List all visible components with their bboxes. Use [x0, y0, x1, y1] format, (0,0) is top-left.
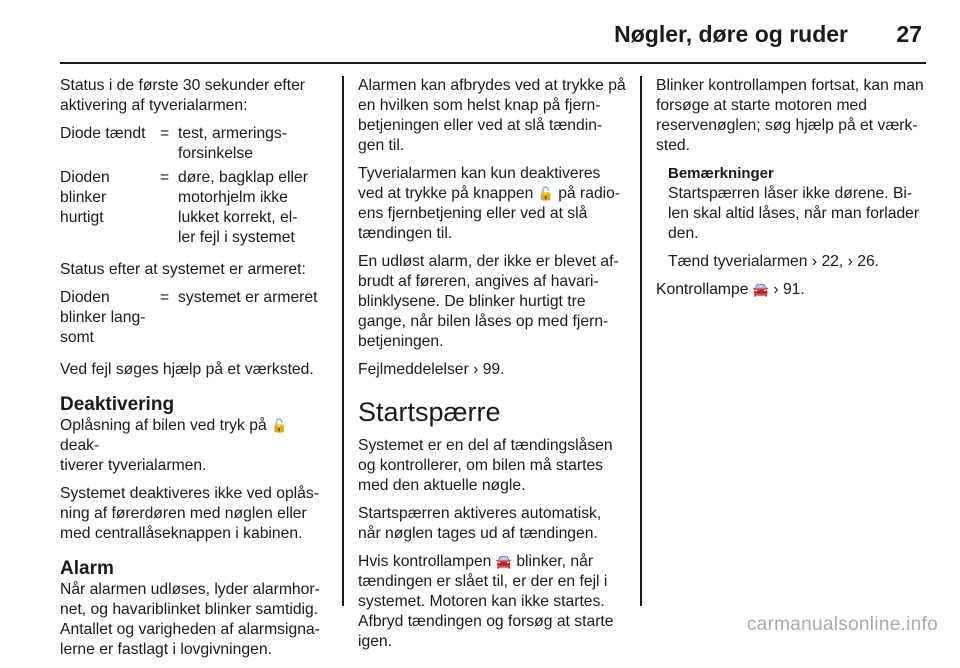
definition-sep: = [160, 169, 170, 186]
arrow-icon: › [847, 253, 853, 270]
definition-term: Dioden blinker hurtigt [60, 169, 110, 226]
definition-sep: = [160, 125, 170, 142]
header-rule [60, 62, 926, 64]
padlock-icon: 🔓 [537, 186, 554, 201]
control-lamp-ref: Kontrollampe 🚘 › 91. [656, 281, 805, 298]
watermark: carmanualsonline.info [746, 614, 938, 635]
section-title: Nøgler, døre og ruder [614, 21, 848, 47]
heading-alarm: Alarm [60, 558, 114, 579]
definition-row [60, 288, 328, 348]
page-link[interactable]: 99. [482, 361, 505, 378]
note-paragraph-2: Tænd tyverialarmen › 22, › 26. [668, 253, 880, 270]
alarm-triggered-paragraph: En udløst alarm, der ikke er blevet af-brudt af føreren, angives af havari-blinklysene. De blinker hurtigt tre gange, når bilen låses op med fjern-betjeningen. [358, 253, 619, 350]
page-link[interactable]: 22, [821, 253, 844, 270]
immobilizer-paragraph-1: Systemet er en del af tændingslåsen og kontrollerer, om bilen må startes med den aktuelle nøgle. [358, 437, 613, 494]
note-title: Bemærkninger [668, 165, 774, 182]
page-header [60, 12, 930, 60]
column-2 [358, 76, 626, 660]
immobilizer-paragraph-3: Hvis kontrollampen 🚘 blinker, når tændingen er slået til, er der en fejl i systemet. Motoren kan ikke startes. Afbryd tændingen og forsøg at starte igen. [358, 553, 614, 650]
arrow-icon: › [811, 253, 818, 270]
note-paragraph-1: Startspærren låser ikke dørene. Bi-len skal altid låses, når man forlader den. [668, 185, 920, 242]
immobilizer-paragraph-2: Startspærren aktiveres automatisk, når nøglen tages ud af tændingen. [358, 505, 602, 542]
fault-text: Ved fejl søges hjælp på et værksted. [60, 361, 314, 378]
deact-paragraph-1: Oplåsning af bilen ved tryk på 🔓 deak- tiverer tyverialarmen. [60, 417, 288, 474]
definition-term: Dioden blinker lang- somt [60, 289, 146, 346]
page-link[interactable]: 26. [857, 253, 880, 270]
immobilizer-icon: 🚘 [495, 554, 512, 569]
column-3 [656, 76, 924, 308]
definition-row [60, 168, 328, 248]
definition-value: systemet er armeret [178, 289, 318, 306]
status-armed: Status efter at systemet er armeret: [60, 261, 306, 278]
heading-startspaerre: Startspærre [358, 397, 501, 427]
definition-term: Diode tændt [60, 125, 146, 142]
alarm-stop-paragraph: Alarmen kan afbrydes ved at trykke på en hvilken som helst knap på fjern-betjeningen eller ved at slå tændin-gen til. [358, 77, 626, 154]
definition-row [60, 124, 328, 164]
page-link[interactable]: 91. [782, 281, 805, 298]
column-divider [640, 76, 642, 606]
alarm-deactivate-paragraph: Tyverialarmen kan kun deaktiveres ved at trykke på knappen 🔓 på radio-ens fjernbetjening eller ved at slå tændingen til. [358, 165, 621, 242]
definition-value: test, armerings- forsinkelse [178, 125, 287, 162]
definition-value: døre, bagklap eller motorhjelm ikke lukket korrekt, el- ler fejl i systemet [178, 169, 308, 246]
column-divider [342, 76, 344, 606]
padlock-icon: 🔓 [271, 418, 288, 433]
arrow-icon: › [473, 361, 479, 378]
arrow-icon: › [773, 281, 779, 298]
immobilizer-icon: 🚘 [752, 282, 769, 297]
status-intro: Status i de første 30 sekunder efter aktivering af tyverialarmen: [60, 77, 306, 114]
error-messages-ref: Fejlmeddelelser › 99. [358, 361, 505, 378]
deact-paragraph-2: Systemet deaktiveres ikke ved oplås-ning af førerdøren med nøglen eller med centrallåseknappen i kabinen. [60, 485, 319, 542]
column-1 [60, 76, 328, 668]
definition-sep: = [160, 289, 170, 306]
backup-key-paragraph: Blinker kontrollampen fortsat, kan man forsøge at starte motoren med reservenøglen; søg hjælp på et værk-sted. [656, 77, 924, 154]
note-box [668, 164, 924, 272]
page-number: 27 [896, 21, 922, 47]
heading-deaktivering: Deaktivering [60, 394, 175, 415]
alarm-paragraph: Når alarmen udløses, lyder alarmhor-net, og havariblinket blinker samtidig. Antallet og varigheden af alarmsigna-lerne er fastlagt i lovgivningen. [60, 581, 320, 658]
